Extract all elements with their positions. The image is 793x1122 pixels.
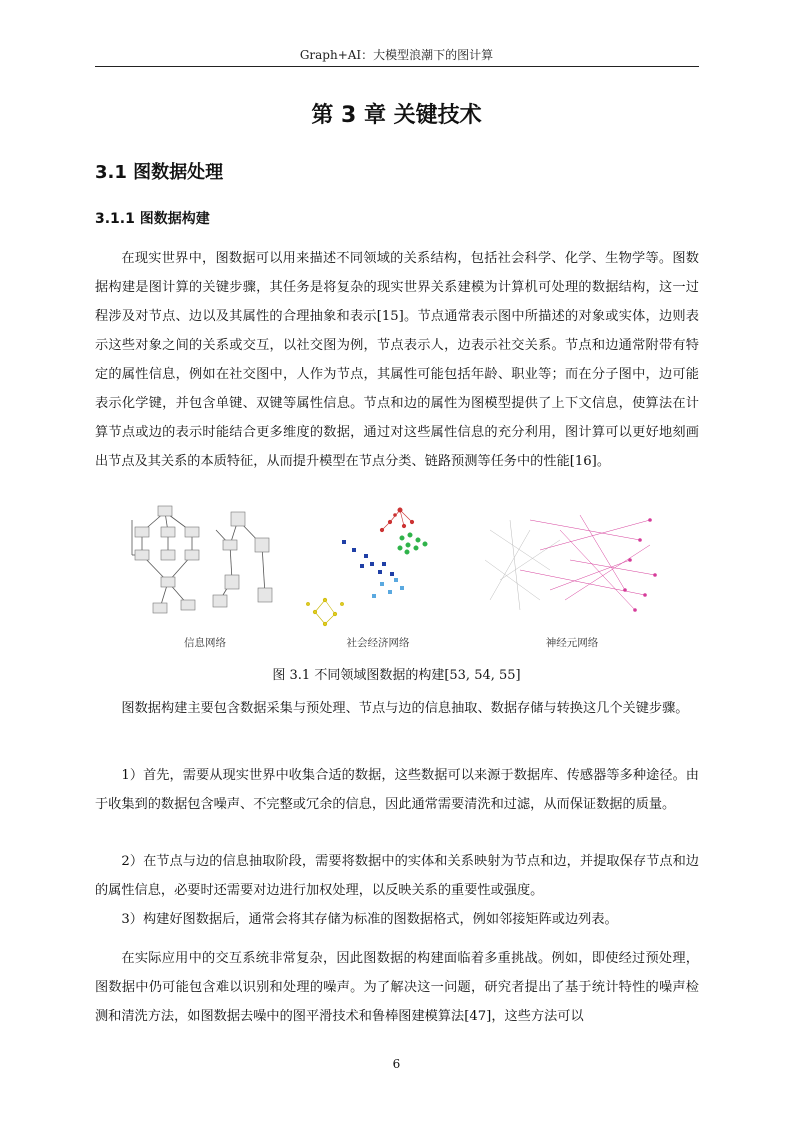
neuronal-network-diagram (485, 515, 657, 612)
running-header: Graph+AI：大模型浪潮下的图计算 (299, 48, 494, 62)
information-network-nodes (135, 506, 272, 613)
page-number: 6 (392, 1057, 401, 1071)
paragraph: 2）在节点与边的信息抽取阶段，需要将数据中的实体和关系映射为节点和边，并提取保存节点和边的属性信息，必要时还需要对边进行加权处理，以反映关系的重要性或强度。 (95, 854, 699, 898)
figure-panel-label: 社会经济网络 (346, 637, 410, 649)
paragraph-intro: 在现实世界中，图数据可以用来描述不同领域的关系结构，包括社会科学、化学、生物学等。图数据构建是图计算的关键步骤，其任务是将复杂的现实世界关系建模为计算机可处理的数据结构，这一过程涉及对节点、边以及其属性的合理抽象和表示[15]。节点通常表示图中所描述的对象或实体，边则表示这些对象之间的关系或交互，以社交图为例，节点表示人，边表示社交关系。节点和边通常附带有特定的属性信息，例如在社交图中，人作为节点，其属性可能包括年龄、职业等；而在分子图中，边可能表示化学键，并包含单键、双键等属性信息。节点和边的属性为图模型提供了上下文信息，使算法在计算节点或边的表示时能结合更多维度的数据，通过对这些属性信息的充分利用，图计算可以更好地刻画出节点及其关系的本质特征，从而提升模型在节点分类、链路预测等任务中的性能[16]。 (95, 251, 699, 469)
figure-panel-label: 神经元网络 (545, 637, 599, 649)
figure-caption: 图 3.1 不同领域图数据的构建[53, 54, 55] (272, 668, 521, 683)
header-rule (95, 66, 699, 67)
figure-graph-domains (120, 500, 680, 660)
section-title: 3.1 图数据处理 (95, 162, 224, 183)
socio-economic-network-diagram (306, 508, 427, 626)
paragraph: 1）首先，需要从现实世界中收集合适的数据，这些数据可以来源于数据库、传感器等多种途径。由于收集到的数据包含噪声、不完整或冗余的信息，因此通常需要清洗和过滤，从而保证数据的质量。 (95, 768, 699, 812)
paragraph: 在实际应用中的交互系统非常复杂，因此图数据的构建面临着多重挑战。例如，即使经过预处理，图数据中仍可能包含难以识别和处理的噪声。为了解决这一问题，研究者提出了基于统计特性的噪声检测和清洗方法，如图数据去噪中的图平滑技术和鲁棒图建模算法[47]，这些方法可以 (95, 951, 699, 1024)
paragraph: 图数据构建主要包含数据采集与预处理、节点与边的信息抽取、数据存储与转换这几个关键步骤。 (121, 701, 689, 716)
figure-graphic (120, 500, 680, 660)
paragraph: 3）构建好图数据后，通常会将其存储为标准的图数据格式，例如邻接矩阵或边列表。 (121, 912, 618, 927)
figure-panel-label: 信息网络 (184, 637, 226, 649)
subsection-title: 3.1.1 图数据构建 (95, 211, 210, 227)
chapter-title: 第 3 章 关键技术 (311, 103, 482, 128)
